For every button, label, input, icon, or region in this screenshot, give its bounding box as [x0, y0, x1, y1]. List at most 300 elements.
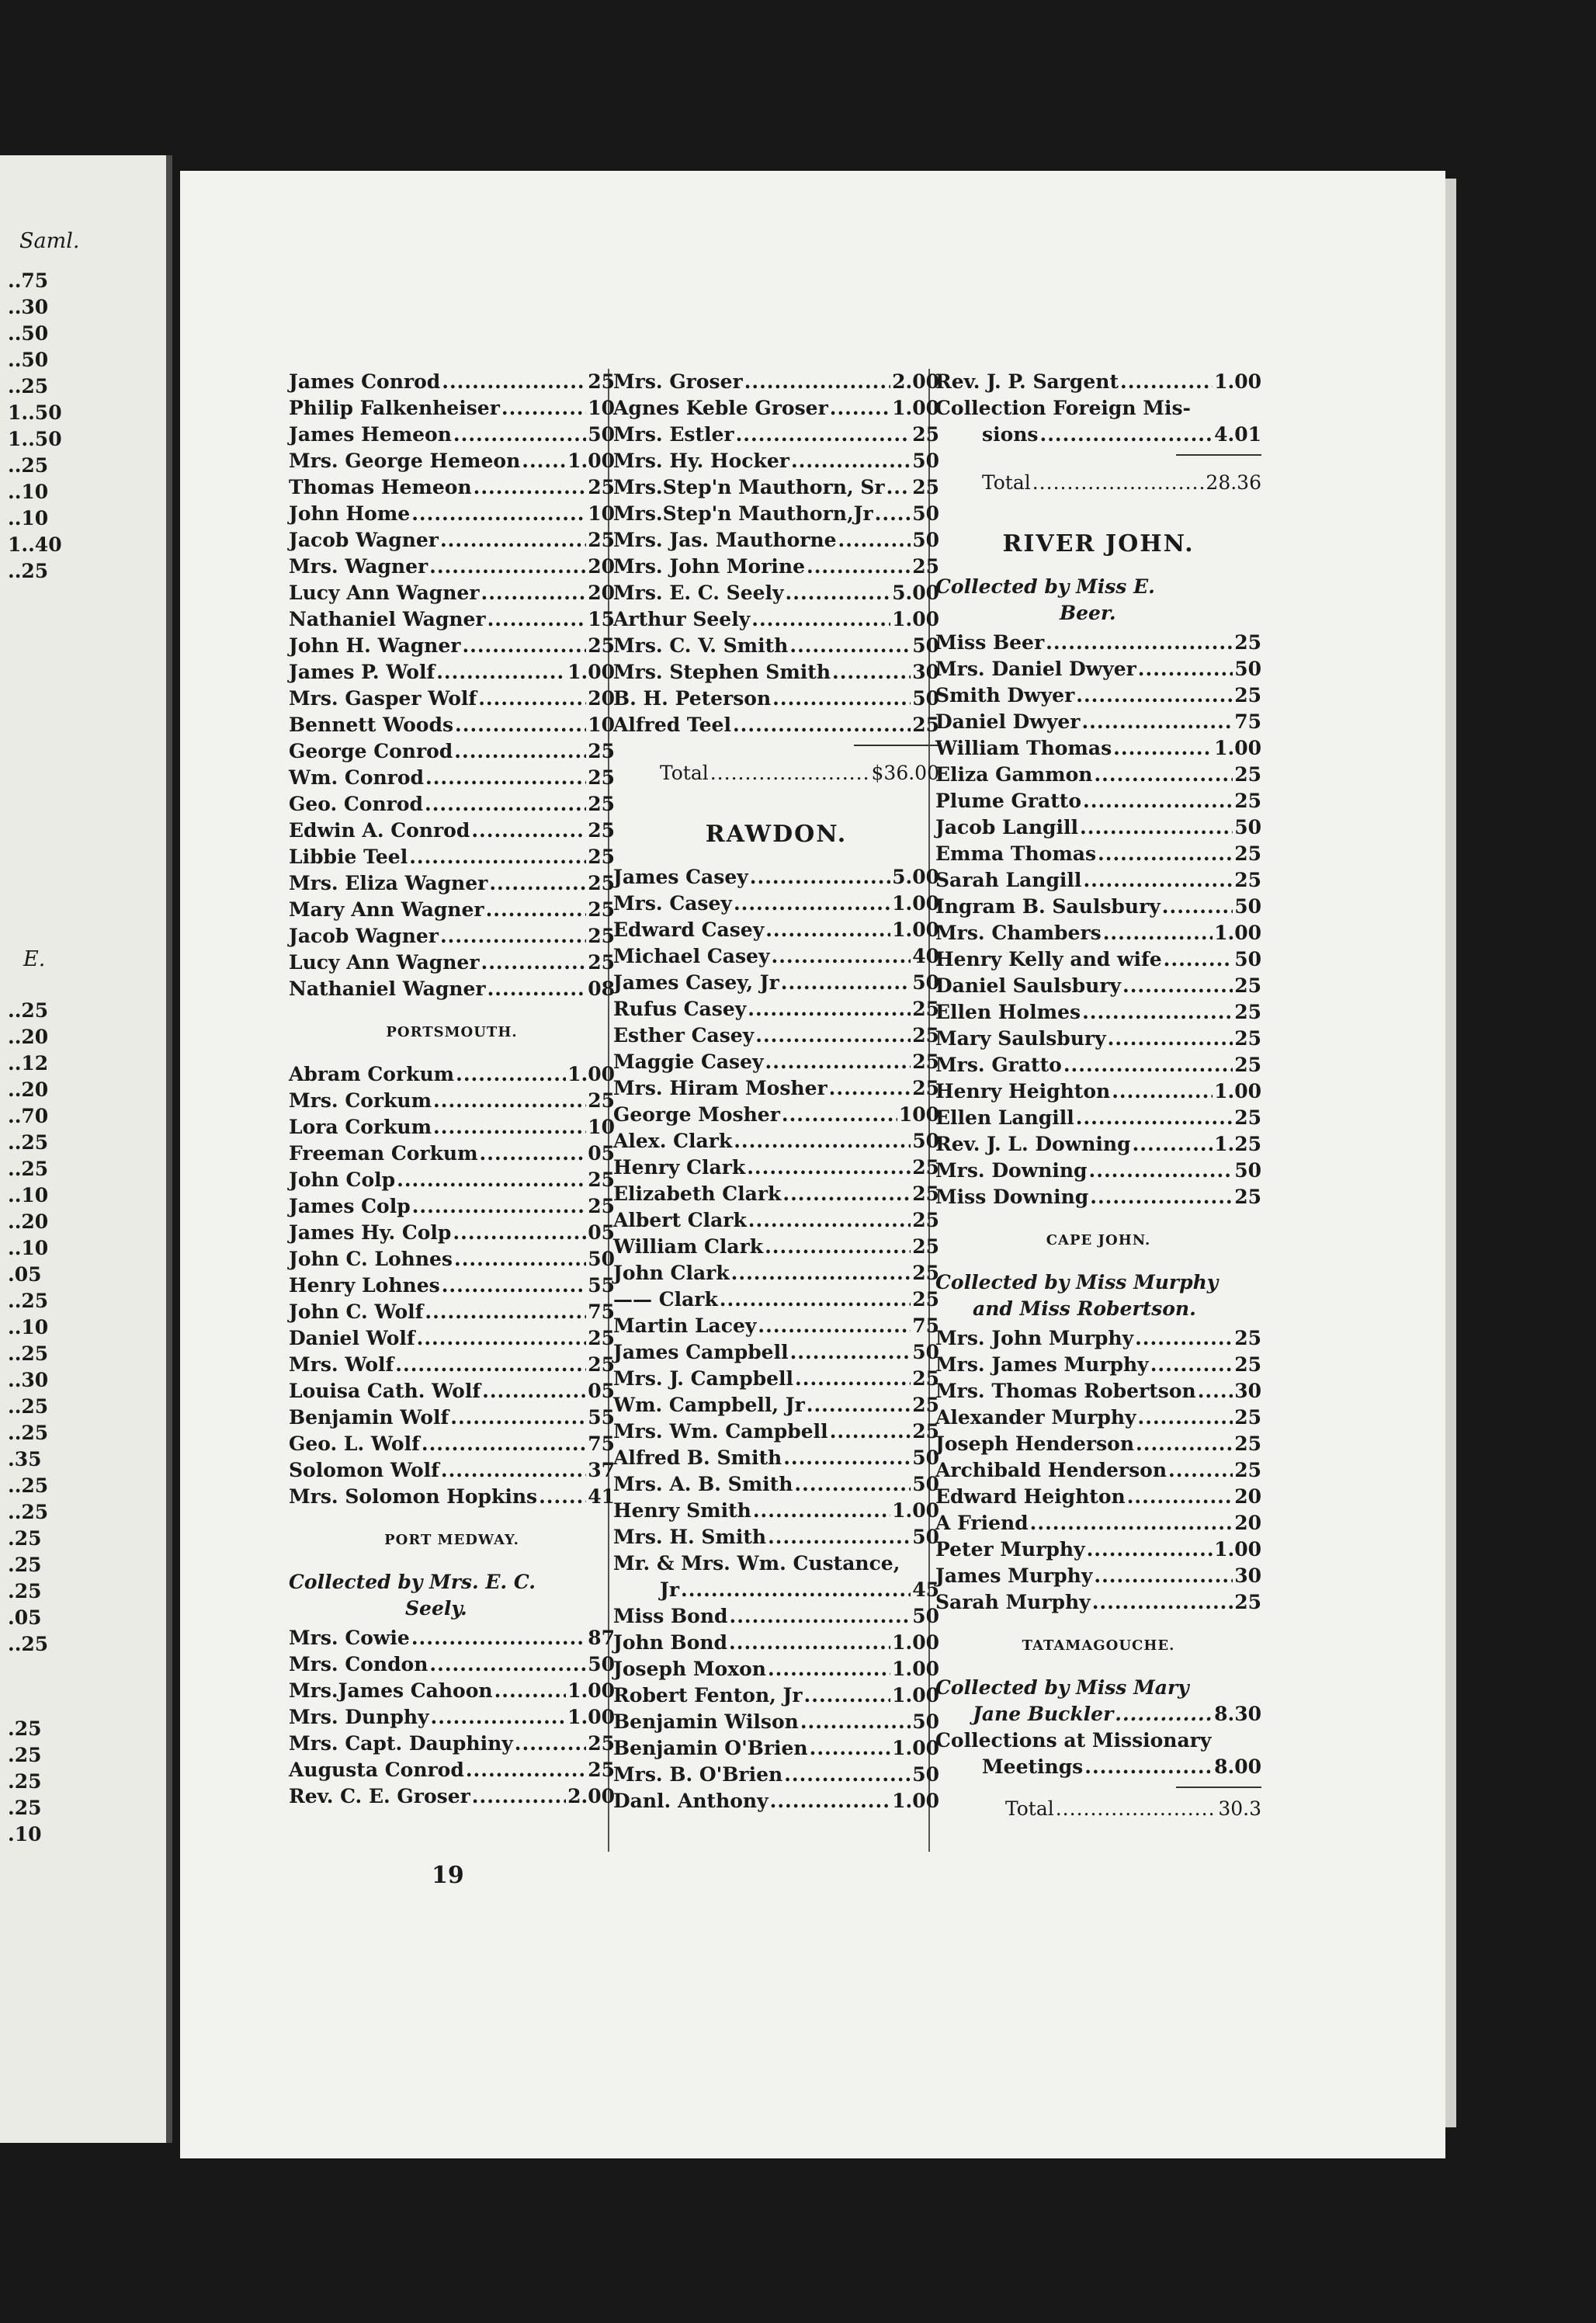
- entry-row: [935, 1131, 1261, 1158]
- fragment-amount: ..25: [8, 560, 49, 582]
- entry-amount: 50: [912, 1710, 939, 1733]
- entry-name: John C. Wolf: [289, 1300, 424, 1323]
- entry-row: [289, 844, 615, 870]
- entry-name: Esther Casey: [613, 1024, 755, 1047]
- entry-amount: 25: [588, 898, 615, 921]
- entry-amount: 1.00: [892, 1790, 939, 1812]
- entry-row: [289, 1167, 615, 1193]
- entry-name: Plume Gratto: [935, 790, 1082, 812]
- entry-row: [935, 788, 1261, 814]
- leader-dots: [1084, 1754, 1213, 1780]
- entry-row: [935, 735, 1261, 762]
- entry-name: Sarah Langill: [935, 869, 1082, 891]
- entry-amount: 50: [912, 529, 939, 551]
- entry-row: [613, 1366, 939, 1392]
- leader-dots: [429, 1651, 586, 1678]
- collected-by-note: [935, 574, 1261, 627]
- fragment-amount: .25: [8, 1527, 42, 1550]
- entry-row: [289, 950, 615, 976]
- entry-amount: 50: [912, 450, 939, 472]
- entry-row: [289, 501, 615, 527]
- entry-name: Miss Bond: [613, 1605, 728, 1627]
- entry-name: Mrs.James Cahoon: [289, 1679, 493, 1702]
- entry-row: [289, 1193, 615, 1220]
- entry-amount: 50: [912, 634, 939, 657]
- entry-amount: 25: [588, 1353, 615, 1376]
- total-rule: [1176, 454, 1261, 456]
- entry-amount: 37: [588, 1459, 615, 1481]
- entry-amount: 75: [912, 1314, 939, 1337]
- leader-dots: [417, 1325, 587, 1352]
- entry-amount: 50: [588, 423, 615, 446]
- entry-amount: 25: [588, 766, 615, 789]
- entry-amount: 4.01: [1214, 423, 1261, 446]
- entry-list: [289, 1625, 615, 1810]
- collected-by-line: Collected by Miss E.: [935, 575, 1155, 598]
- entry-list: [613, 369, 939, 738]
- leader-dots: [804, 1682, 891, 1709]
- fragment-amount: ..10: [8, 481, 49, 503]
- entry-name: Jane Buckler: [973, 1703, 1114, 1725]
- entry-name: Augusta Conrod: [289, 1759, 464, 1781]
- entry-name: Alfred B. Smith: [613, 1446, 782, 1469]
- entry-amount: 50: [912, 1341, 939, 1363]
- entry-amount: 05: [588, 1380, 615, 1402]
- entry-name: Mrs. James Murphy: [935, 1353, 1149, 1376]
- leader-dots: [411, 1625, 586, 1651]
- fragment-heading: Saml.: [19, 229, 80, 253]
- leader-dots: [431, 1704, 567, 1731]
- entry-name: James Conrod: [289, 370, 441, 393]
- leader-dots: [800, 1709, 911, 1735]
- entry-name: —— Clark: [613, 1288, 718, 1311]
- leader-dots: [1083, 867, 1233, 894]
- entry-amount: 50: [588, 1653, 615, 1675]
- entry-row: [613, 1155, 939, 1181]
- entry-list: [613, 864, 939, 1550]
- entry-amount: 25: [1234, 1027, 1261, 1050]
- entry-amount: 25: [912, 555, 939, 578]
- fragment-amount: ..25: [8, 1633, 49, 1655]
- entry-name: Wm. Campbell, Jr: [613, 1394, 805, 1416]
- entry-row: [613, 1260, 939, 1287]
- entry-name: Miss Beer: [935, 631, 1045, 654]
- leader-dots: [474, 474, 587, 501]
- entry-row: [289, 765, 615, 791]
- collected-by-note: [935, 1675, 1261, 1701]
- entry-amount: 25: [588, 846, 615, 868]
- entry-name: Ellen Langill: [935, 1106, 1074, 1129]
- collected-by-note: [289, 1569, 615, 1622]
- entry-amount: 1.00: [892, 1658, 939, 1680]
- leader-dots: [456, 1061, 566, 1088]
- entry-name: Jr: [660, 1578, 679, 1601]
- entry-name: John C. Lohnes: [289, 1248, 453, 1270]
- leader-dots: [425, 1299, 586, 1325]
- leader-dots: [758, 1313, 911, 1339]
- entry-name: Thomas Hemeon: [289, 476, 472, 498]
- entry-amount: 1.00: [1214, 1538, 1261, 1561]
- entry-row: [935, 1754, 1261, 1780]
- entry-name: Abram Corkum: [289, 1063, 455, 1085]
- leader-dots: [790, 1339, 911, 1366]
- leader-dots: [1135, 1325, 1233, 1352]
- entry-amount: 25: [588, 1759, 615, 1781]
- leader-dots: [730, 1603, 911, 1630]
- entry-name: Rev. J. P. Sargent: [935, 370, 1119, 393]
- entry-name: Henry Smith: [613, 1499, 751, 1522]
- entry-name: Mrs. Stephen Smith: [613, 661, 831, 683]
- leader-dots: [433, 1088, 586, 1114]
- leader-dots: [755, 1023, 911, 1049]
- entry-row: [613, 474, 939, 501]
- leader-dots: [1108, 1026, 1233, 1052]
- entry-row: [289, 1088, 615, 1114]
- entry-name: A Friend: [935, 1512, 1029, 1534]
- collected-by-line: Collected by Miss Murphy: [935, 1271, 1219, 1293]
- page-edge: [166, 155, 172, 2143]
- entry-amount: 25: [912, 1235, 939, 1258]
- entry-row: [289, 1141, 615, 1167]
- fragment-amount: ..25: [8, 1342, 49, 1365]
- entry-row: [935, 867, 1261, 894]
- entry-row: [613, 891, 939, 917]
- fragment-amount: ..70: [8, 1105, 49, 1127]
- entry-amount: 50: [912, 1473, 939, 1495]
- entry-amount: 10: [588, 1116, 615, 1138]
- entry-amount: 25: [1234, 1591, 1261, 1613]
- entry-amount: 50: [912, 502, 939, 525]
- entry-row: [613, 422, 939, 448]
- entry-row: [289, 395, 615, 422]
- leader-dots: [830, 395, 890, 422]
- entry-name: Joseph Henderson: [935, 1432, 1135, 1455]
- entry-row: [289, 686, 615, 712]
- entry-name: Rufus Casey: [613, 998, 747, 1020]
- leader-dots: [765, 1049, 911, 1075]
- leader-dots: [886, 474, 911, 501]
- entry-row: [289, 606, 615, 633]
- leader-dots: [810, 1735, 891, 1762]
- leader-dots: [751, 606, 890, 633]
- leader-dots: [1081, 709, 1233, 735]
- entry-amount: 50: [912, 971, 939, 994]
- entry-amount: 25: [1234, 974, 1261, 997]
- leader-dots: [734, 1128, 911, 1155]
- leader-dots: [733, 712, 911, 738]
- entry-amount: 25: [1234, 684, 1261, 707]
- leader-dots: [748, 996, 911, 1023]
- entry-row: [613, 1524, 939, 1550]
- section-heading-cape-john: CAPE JOHN.: [1046, 1232, 1151, 1248]
- entry-row: [289, 1378, 615, 1405]
- fragment-amount: ..25: [8, 454, 49, 477]
- entry-name: Libbie Teel: [289, 846, 408, 868]
- entry-row: [613, 970, 939, 996]
- leader-dots: [478, 686, 586, 712]
- entry-amount: 30: [912, 661, 939, 683]
- leader-dots: [471, 818, 586, 844]
- fragment-amount: .10: [8, 1823, 42, 1846]
- entry-name: Mrs. Corkum: [289, 1089, 432, 1112]
- leader-dots: [771, 943, 911, 970]
- entry-name: Mrs.Step'n Mauthorn, Sr: [613, 476, 885, 498]
- entry-amount: 25: [912, 1262, 939, 1284]
- leader-dots: [807, 1392, 911, 1418]
- entry-row: [935, 1431, 1261, 1457]
- leader-dots: [1056, 1796, 1217, 1822]
- leader-dots: [795, 1366, 911, 1392]
- entry-amount: 10: [588, 714, 615, 736]
- leader-dots: [772, 686, 911, 712]
- entry-name: James Casey, Jr: [613, 971, 779, 994]
- leader-dots: [482, 1378, 586, 1405]
- entry-amount: 1.00: [567, 450, 615, 472]
- entry-row: [289, 554, 615, 580]
- entry-name: Mrs. Hy. Hocker: [613, 450, 789, 472]
- entry-amount: 50: [912, 1130, 939, 1152]
- section-heading-portsmouth: PORTSMOUTH.: [386, 1024, 518, 1040]
- entry-name: Eliza Gammon: [935, 763, 1093, 786]
- leader-dots: [832, 659, 911, 686]
- entry-amount: 55: [588, 1406, 615, 1429]
- entry-amount: 25: [1234, 842, 1261, 865]
- entry-row: [289, 923, 615, 950]
- entry-amount: 05: [588, 1142, 615, 1165]
- entry-row: [289, 580, 615, 606]
- entry-name: Philip Falkenheiser: [289, 397, 500, 419]
- entry-amount: 05: [588, 1221, 615, 1244]
- entry-amount: 25: [912, 476, 939, 498]
- entry-row: [289, 659, 615, 686]
- leader-dots: [1046, 630, 1233, 656]
- entry-amount: 25: [912, 1156, 939, 1179]
- entry-amount: 25: [588, 1732, 615, 1755]
- leader-dots: [1122, 973, 1233, 999]
- entry-amount: 5.00: [892, 582, 939, 604]
- entry-name: James Colp: [289, 1195, 411, 1217]
- entry-amount: 2.00: [892, 370, 939, 393]
- entry-row: [613, 527, 939, 554]
- entry-name: Martin Lacey: [613, 1314, 757, 1337]
- entry-amount: 2.00: [567, 1785, 615, 1807]
- leader-dots: [1120, 369, 1213, 395]
- entry-name-line: Collection Foreign Mis-: [935, 397, 1191, 419]
- leader-dots: [736, 422, 911, 448]
- section-heading-rawdon: RAWDON.: [705, 821, 848, 848]
- entry-name: Edwin A. Conrod: [289, 819, 470, 842]
- entry-row: [289, 1114, 615, 1141]
- entry-row: [613, 1313, 939, 1339]
- fragment-amount: ..10: [8, 507, 49, 530]
- entry-amount: 41: [588, 1485, 615, 1508]
- entry-list: [935, 630, 1261, 1210]
- entry-row: [613, 1207, 939, 1234]
- leader-dots: [1198, 1378, 1233, 1405]
- entry-name: Sarah Murphy: [935, 1591, 1091, 1613]
- entry-amount: 50: [912, 1446, 939, 1469]
- leader-dots: [454, 1246, 586, 1273]
- entry-name: Mrs. A. B. Smith: [613, 1473, 793, 1495]
- entry-amount: 1.00: [892, 1499, 939, 1522]
- entry-row: [613, 1630, 939, 1656]
- fragment-amount: ..25: [8, 999, 49, 1022]
- entry-name: Wm. Conrod: [289, 766, 425, 789]
- leader-dots: [494, 1678, 567, 1704]
- entry-row: [613, 501, 939, 527]
- entry-amount: 25: [912, 1050, 939, 1073]
- entry-name: Robert Fenton, Jr: [613, 1684, 803, 1707]
- leader-dots: [734, 891, 890, 917]
- entry-name: Mrs. Thomas Robertson: [935, 1380, 1196, 1402]
- leader-dots: [472, 1783, 566, 1810]
- entry-amount: 30: [1234, 1564, 1261, 1587]
- fragment-amount: ..25: [8, 1422, 49, 1444]
- entry-name: Edward Casey: [613, 918, 765, 941]
- leader-dots: [1136, 1431, 1233, 1457]
- collected-by-note: [935, 1269, 1261, 1322]
- entry-amount: 1.25: [1214, 1133, 1261, 1155]
- entry-amount: 20: [1234, 1512, 1261, 1534]
- entry-name: Henry Lohnes: [289, 1274, 440, 1297]
- fragment-amount: .25: [8, 1797, 42, 1819]
- fragment-amount: ..30: [8, 1369, 49, 1391]
- fragment-amount: ..10: [8, 1184, 49, 1207]
- entry-row: [935, 1537, 1261, 1563]
- entry-name-line: Mr. & Mrs. Wm. Custance,: [613, 1552, 900, 1575]
- entry-row: [613, 943, 939, 970]
- entry-name: Lucy Ann Wagner: [289, 582, 480, 604]
- column-2: [613, 369, 939, 1814]
- entry-list: [289, 369, 615, 1002]
- leader-dots: [731, 1260, 911, 1287]
- entry-name: George Mosher: [613, 1103, 780, 1126]
- entry-row: [613, 1445, 939, 1471]
- entry-name: Henry Kelly and wife: [935, 948, 1162, 971]
- fragment-amounts: [8, 998, 48, 1658]
- leader-dots: [409, 844, 586, 870]
- entry-row: [935, 1484, 1261, 1510]
- entry-amount: 1.00: [567, 1706, 615, 1728]
- fragment-heading: E.: [23, 947, 46, 971]
- entry-name: Mrs. J. Campbell: [613, 1367, 794, 1390]
- entry-amount: 25: [588, 951, 615, 974]
- entry-row: [935, 1325, 1261, 1352]
- entry-name: James Hy. Colp: [289, 1221, 452, 1244]
- entry-row: [289, 1651, 615, 1678]
- entry-row: [289, 474, 615, 501]
- leader-dots: [466, 1757, 586, 1783]
- entry-row: [935, 762, 1261, 788]
- entry-amount: 10: [588, 502, 615, 525]
- entry-row: [613, 1788, 939, 1814]
- leader-dots: [440, 527, 586, 554]
- entry-name: Bennett Woods: [289, 714, 454, 736]
- entry-row: [289, 1273, 615, 1299]
- entry-amount: 25: [1234, 1106, 1261, 1129]
- entry-name: Mrs. E. C. Seely: [613, 582, 784, 604]
- page-number: 19: [432, 1862, 464, 1889]
- leader-dots: [791, 448, 911, 474]
- entry-name: Nathaniel Wagner: [289, 977, 486, 1000]
- entry-name: Arthur Seely: [613, 608, 751, 630]
- entry-row: [613, 1049, 939, 1075]
- entry-list: [935, 1325, 1261, 1616]
- entry-row: [613, 1339, 939, 1366]
- fragment-amount: ..10: [8, 1237, 49, 1259]
- fragment-amount: ..20: [8, 1210, 49, 1233]
- entry-amount: 25: [912, 1209, 939, 1231]
- leader-dots: [875, 501, 911, 527]
- entry-name: Benjamin O'Brien: [613, 1737, 808, 1759]
- entry-name: Geo. Conrod: [289, 793, 423, 815]
- entry-amount: 25: [588, 872, 615, 894]
- entry-name: James Campbell: [613, 1341, 789, 1363]
- entry-row: [935, 1405, 1261, 1431]
- entry-row: [613, 554, 939, 580]
- entry-amount: 75: [588, 1432, 615, 1455]
- leader-dots: [765, 1234, 911, 1260]
- leader-dots: [1040, 422, 1213, 448]
- entry-amount: 25: [1234, 790, 1261, 812]
- leader-dots: [830, 1418, 911, 1445]
- entry-amount: 25: [588, 1195, 615, 1217]
- entry-name: Nathaniel Wagner: [289, 608, 486, 630]
- entry-amount: 25: [588, 476, 615, 498]
- leader-dots: [1162, 894, 1233, 920]
- fragment-amounts: [8, 1716, 42, 1848]
- entry-amount: 25: [1234, 631, 1261, 654]
- entry-amount: 25: [912, 423, 939, 446]
- entry-row: [613, 1234, 939, 1260]
- leader-dots: [1133, 1131, 1213, 1158]
- entry-row: [935, 709, 1261, 735]
- section-heading-river-john: RIVER JOHN.: [1002, 530, 1195, 557]
- leader-dots: [829, 1075, 911, 1102]
- entry-amount: 1.00: [1214, 737, 1261, 759]
- entry-amount: 75: [1234, 710, 1261, 733]
- leader-dots: [1138, 1405, 1233, 1431]
- leader-dots: [729, 1630, 890, 1656]
- entry-row: [613, 1709, 939, 1735]
- leader-dots: [1115, 1701, 1213, 1727]
- entry-amount: 25: [1234, 869, 1261, 891]
- leader-dots: [1080, 814, 1233, 841]
- leader-dots: [747, 1155, 911, 1181]
- entry-row: [613, 1471, 939, 1498]
- entry-name: Mrs. C. V. Smith: [613, 634, 789, 657]
- fragment-amount: .05: [8, 1606, 42, 1629]
- entry-amount: 1.00: [892, 1737, 939, 1759]
- entry-amount: 25: [1234, 763, 1261, 786]
- entry-name: Michael Casey: [613, 945, 770, 967]
- entry-row: [935, 682, 1261, 709]
- fragment-amount: ..50: [8, 349, 49, 371]
- facing-page-fragment: [0, 155, 172, 2143]
- entry-amount: 25: [588, 925, 615, 947]
- entry-name: Albert Clark: [613, 1209, 747, 1231]
- entry-name: Geo. L. Wolf: [289, 1432, 420, 1455]
- entry-name: Mrs. Eliza Wagner: [289, 872, 488, 894]
- entry-name: Mrs. Hiram Mosher: [613, 1077, 827, 1099]
- entry-amount: 1.00: [567, 1063, 615, 1085]
- entry-amount: 50: [1234, 895, 1261, 918]
- entry-name: Lucy Ann Wagner: [289, 951, 480, 974]
- entry-row: [613, 1498, 939, 1524]
- entry-amount: 1.00: [892, 892, 939, 915]
- fragment-amount: ..25: [8, 1474, 49, 1497]
- entry-amount: 20: [588, 555, 615, 578]
